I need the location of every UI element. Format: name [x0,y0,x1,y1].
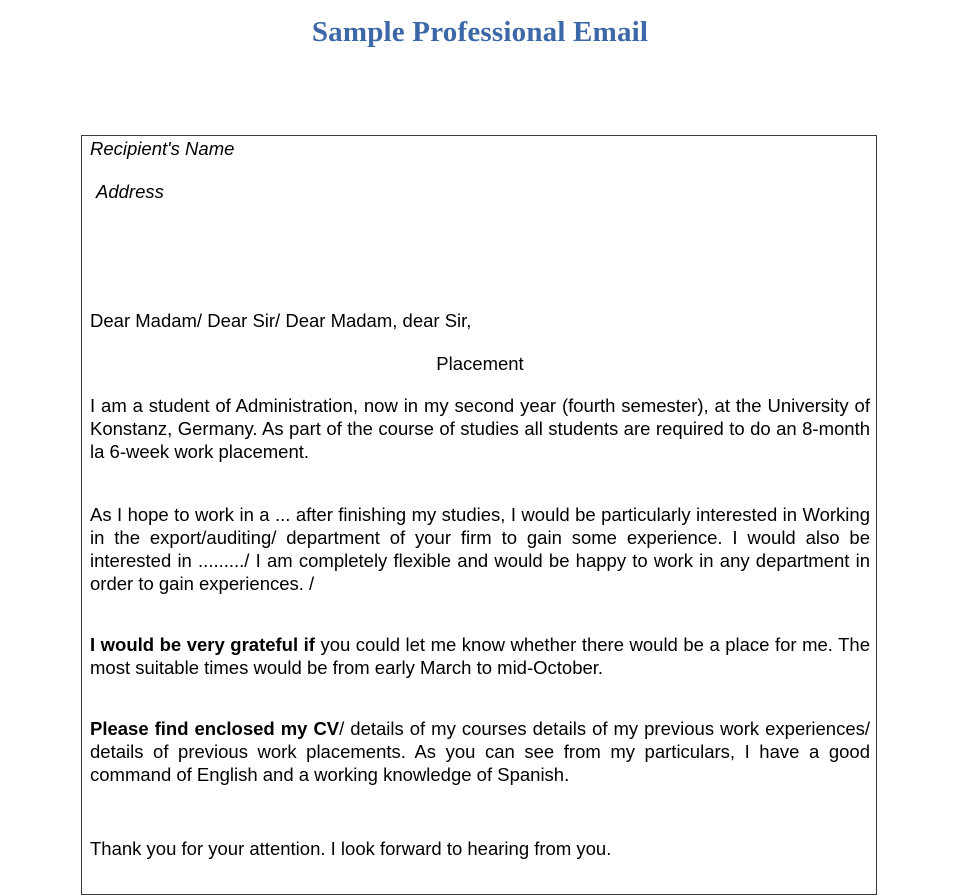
letter-body [90,137,870,860]
recipient-name: Recipient's Name [90,138,235,159]
subject-line: Placement [436,353,524,374]
paragraph-request-text: you could let me know whether there would be a place for me. The most suitable times would be from early March to mid-October. [90,634,870,678]
paragraph-interest: As I hope to work in a ... after finishing my studies, I would be particularly interested in Working in the export/auditing/ department of your firm to gain some experience. I would also be interested in ........./ I am completely flexible and would be happy to work in any department in order to gain experiences. / [90,504,870,594]
paragraph-enclosure [90,717,870,786]
paragraph-request [90,633,870,679]
paragraph-request-bold: I would be very grateful if [90,634,315,655]
closing-line: Thank you for your attention. I look forward to hearing from you. [90,838,612,859]
paragraph-intro: I am a student of Administration, now in my second year (fourth semester), at the University of Konstanz, Germany. As part of the course of studies all students are required to do an 8-month la 6-week work placement. [90,395,870,462]
paragraph-enclosure-text: / details of my courses details of my previous work experiences/ details of previous work placements. As you can see from my particulars, I have a good command of English and a working knowledge of Spanish. [90,718,871,785]
paragraph-enclosure-bold: Please find enclosed my CV [90,718,340,739]
page-title: Sample Professional Email [311,16,649,48]
salutation: Dear Madam/ Dear Sir/ Dear Madam, dear Sir, [90,310,472,331]
recipient-address: Address [96,181,164,202]
